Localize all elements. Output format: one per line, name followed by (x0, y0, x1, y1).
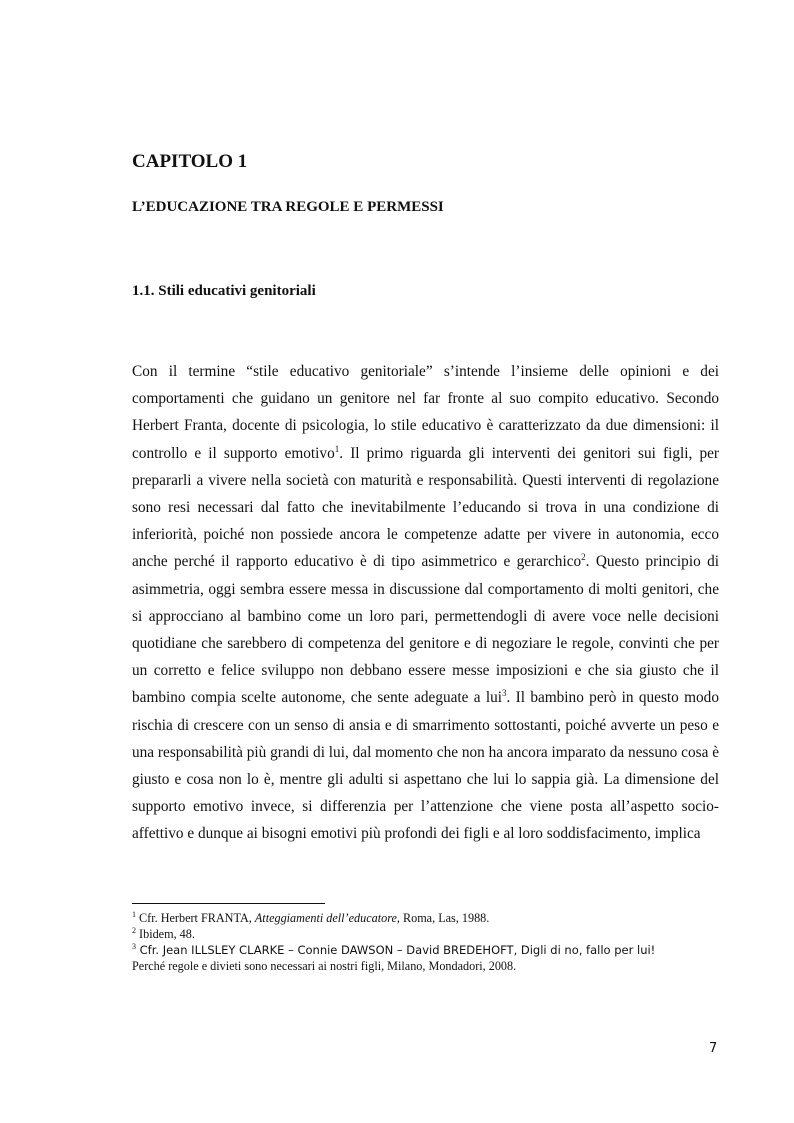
footnote-text: Perché regole e divieti sono necessari ai nostri figli, Milano, Mondadori, 2008. (132, 959, 517, 973)
footnote-text: Roma, Las, 1988. (399, 911, 490, 925)
chapter-subtitle: L’EDUCAZIONE TRA REGOLE E PERMESSI (132, 199, 444, 215)
footnote-title: Atteggiamenti dell’educatore, (254, 911, 400, 925)
footnote-marker: 2 (132, 926, 136, 935)
footnote-2 (132, 926, 722, 942)
footnote-3 (132, 942, 722, 958)
body-text-segment: . Il bambino però in questo modo rischia di crescere con un senso di ansia e di smarrimento sottostanti, poiché avverte un peso e una responsabilità più grandi di lui, dal momento che non ha ancora imparato da nessuno cosa è giusto e cosa non lo è, mentre gli adulti si aspettano che lui lo sappia già. La dimensione del supporto emotivo invece, si differenzia per l’attenzione che viene posta all’aspetto socio-affettivo e dunque ai bisogni emotivi più profondi dei figli e al loro soddisfacimento, implica (132, 689, 719, 843)
footnote-text: Cfr. Herbert FRANTA, (136, 911, 255, 925)
page-number: 7 (709, 1041, 718, 1056)
footnote-3-continuation (132, 958, 722, 974)
footnote-text: Cfr. Jean ILLSLEY CLARKE – Connie DAWSON – David BREDEHOFT, Digli di no, fallo per lui! (136, 943, 656, 957)
footnotes (132, 910, 722, 974)
footnote-1 (132, 910, 722, 926)
footnote-divider (132, 903, 325, 904)
footnote-marker: 1 (132, 910, 136, 919)
footnote-marker: 3 (132, 942, 136, 951)
chapter-title: CAPITOLO 1 (132, 151, 248, 172)
footnote-reference: 1 (334, 443, 340, 454)
footnote-reference: 2 (581, 552, 586, 563)
body-paragraph (132, 358, 719, 848)
footnote-text: Ibidem, 48. (136, 927, 195, 941)
body-text-segment: Con il termine “stile educativo genitoriale” s’intende l’insieme delle opinioni e dei comportamenti che guidano un genitore nel far fronte al suo compito educativo. Secondo Herbert Franta, docente di psicologia, lo stile educativo è caratterizzato da due dimensioni: il controllo e il supporto emotivo (132, 363, 719, 462)
section-title: 1.1. Stili educativi genitoriali (132, 283, 316, 299)
body-text-segment: . Questo principio di asimmetria, oggi sembra essere messa in discussione dal comportamento di molti genitori, che si approcciano al bambino come un loro pari, permettendogli di avere voce nelle decisioni quotidiane che sarebbero di competenza del genitore e di negoziare le regole, convinti che per un corretto e felice sviluppo non debbano essere messe imposizioni e che sia giusto che il bambino compia scelte autonome, che sente adeguate a lui (132, 553, 719, 707)
body-text-segment: . Il primo riguarda gli interventi dei genitori sui figli, per prepararli a vivere nella società con maturità e responsabilità. Questi interventi di regolazione sono resi necessari dal fatto che inevitabilmente l’educando si trova in una condizione di inferiorità, poiché non possiede ancora le competenze adatte per vivere in autonomia, ecco anche perché il rapporto educativo è di tipo asimmetrico e gerarchico (132, 444, 719, 571)
footnote-reference: 3 (502, 688, 507, 699)
